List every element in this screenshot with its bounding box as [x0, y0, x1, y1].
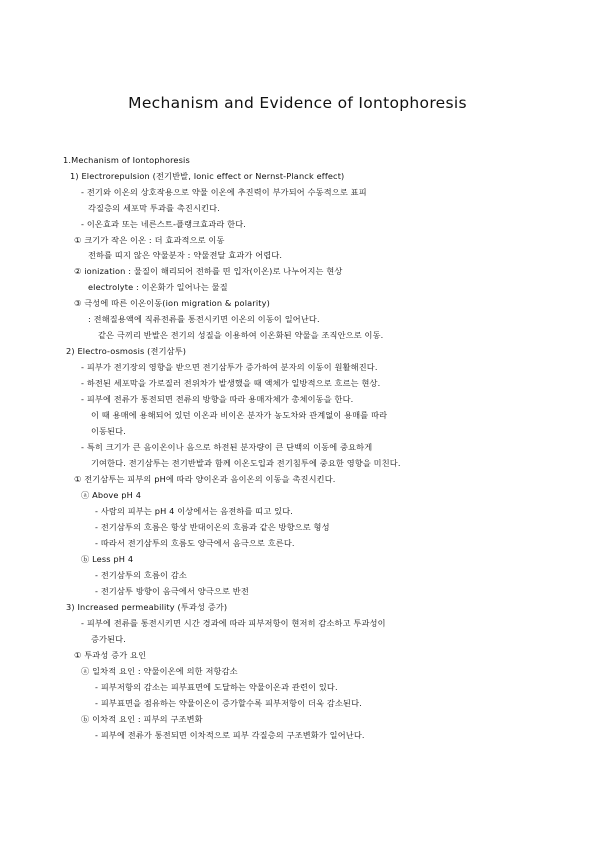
text-line: - 전기삼투 방향이 음극에서 양극으로 반전 — [95, 586, 249, 596]
list-item: ⓐ 일차적 요인 : 약물이온에 의한 저항감소 — [81, 666, 238, 676]
text-line: 전하를 띠지 않은 약물분자 : 약물전달 효과가 어렵다. — [88, 250, 283, 260]
list-item: ① 투과성 증가 요인 — [74, 650, 147, 660]
list-item: ① 전기삼투는 피부의 pH에 따라 양이온과 음이온의 이동을 촉진시킨다. — [74, 474, 336, 484]
text-line: 같은 극끼리 반발은 전기의 성질을 이용하여 이온화된 약물을 조직안으로 이동. — [98, 330, 384, 340]
subsection-heading-electrorepulsion: 1) Electrorepulsion (전기반발, Ionic effect or Nernst-Planck effect) — [70, 171, 345, 181]
text-line: - 사람의 피부는 pH 4 이상에서는 음전하를 띠고 있다. — [95, 506, 294, 516]
list-item: ⓐ Above pH 4 — [81, 490, 142, 500]
text-line: - 하전된 세포막을 가로질러 전위차가 발생했을 때 액체가 일방적으로 흐르는 현상. — [81, 378, 381, 388]
subsection-heading-permeability: 3) Increased permeability (투과성 증가) — [66, 602, 228, 612]
text-line: - 특히 크기가 큰 음이온이나 음으로 하전된 분자량이 큰 단백의 이동에 중요하게 — [81, 442, 373, 452]
text-line: 기여한다. 전기삼투는 전기반발과 함께 이온도입과 전기침투에 중요한 영향을 미친다. — [91, 458, 401, 468]
text-line: - 피부에 전류가 통전되면 이차적으로 피부 각질층의 구조변화가 일어난다. — [95, 730, 365, 740]
text-line: electrolyte : 이온화가 일어나는 물질 — [88, 282, 228, 292]
text-line: - 피부에 전류가 통전되면 전류의 방향을 따라 용매자체가 총체이동을 한다. — [81, 394, 354, 404]
text-line: - 전기삼투의 흐름은 항상 반대이온의 흐름과 같은 방향으로 형성 — [95, 522, 330, 532]
text-line: - 피부가 전기장의 영향을 받으면 전기삼투가 증가하여 분자의 이동이 원활해진다. — [81, 362, 378, 372]
subsection-heading-electro-osmosis: 2) Electro-osmosis (전기삼투) — [66, 346, 187, 356]
text-line: - 전기와 이온의 상호작용으로 약물 이온에 추진력이 부가되어 수동적으로 표피 — [81, 187, 367, 197]
text-line: : 전해질용액에 직류전류를 통전시키면 이온의 이동이 일어난다. — [88, 314, 320, 324]
list-item: ⓑ 이차적 요인 : 피부의 구조변화 — [81, 714, 203, 724]
text-line: - 따라서 전기삼투의 흐름도 양극에서 음극으로 흐른다. — [95, 538, 295, 548]
list-item: ② ionization : 물질이 해리되어 전하를 띤 입자(이온)로 나누어지는 현상 — [74, 266, 343, 276]
text-line: - 피부저항의 감소는 피부표면에 도달하는 약물이온과 관련이 있다. — [95, 682, 338, 692]
list-item: ① 크기가 작은 이온 : 더 효과적으로 이동 — [74, 235, 225, 245]
text-line: 증가된다. — [91, 634, 126, 644]
text-line: 이 때 용매에 용해되어 있던 이온과 비이온 분자가 농도차와 관계없이 용매를 따라 — [91, 410, 388, 420]
text-line: - 이온효과 또는 네른스트-플랭크효과라 한다. — [81, 219, 247, 229]
section-heading-mechanism: 1.Mechanism of Iontophoresis — [63, 155, 190, 165]
text-line: 이동된다. — [91, 426, 126, 436]
text-line: - 피부표면을 점유하는 약물이온이 증가할수록 피부저항이 더욱 감소된다. — [95, 698, 362, 708]
list-item: ③ 극성에 따른 이온이동(ion migration & polarity) — [74, 298, 270, 308]
list-item: ⓑ Less pH 4 — [81, 554, 134, 564]
document-title: Mechanism and Evidence of Iontophoresis — [128, 94, 467, 112]
text-line: - 전기삼투의 흐름이 감소 — [95, 570, 187, 580]
text-line: - 피부에 전류를 통전시키면 시간 경과에 따라 피부저항이 현저히 감소하고 투과성이 — [81, 618, 386, 628]
text-line: 각질층의 세포막 투과를 촉진시킨다. — [88, 203, 220, 213]
